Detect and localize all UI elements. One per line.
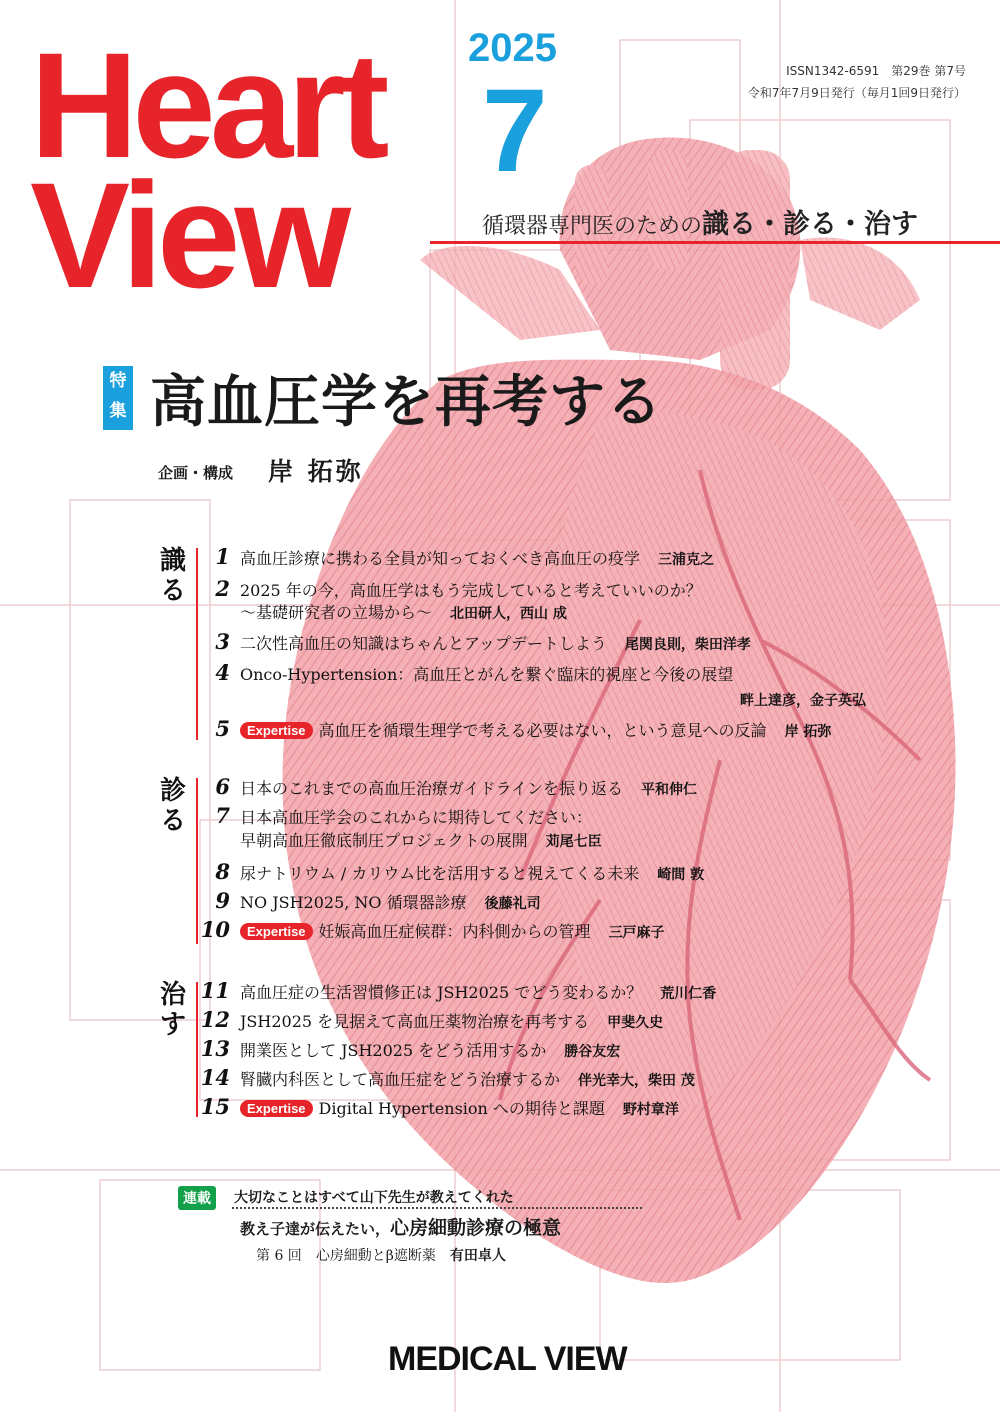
series-episode[interactable] bbox=[256, 1245, 506, 1265]
toc-number: 6 bbox=[215, 774, 230, 799]
toc-title: 開業医として JSH2025 をどう活用するか bbox=[240, 1041, 547, 1060]
section-label-miru: 診る bbox=[159, 776, 186, 836]
toc-author: 北田研人，西山 成 bbox=[450, 606, 567, 622]
toc-item-continued bbox=[740, 690, 866, 711]
tagline bbox=[482, 202, 918, 241]
section-bar-shiru bbox=[196, 548, 198, 740]
section-bar-naosu bbox=[196, 982, 198, 1117]
episode-number: 第 6 回 bbox=[256, 1248, 302, 1264]
toc-number: 11 bbox=[200, 978, 230, 1003]
toc-number: 14 bbox=[200, 1065, 230, 1090]
editor-label: 企画・構成 bbox=[158, 464, 234, 482]
toc-author: 伴光幸大，柴田 茂 bbox=[578, 1073, 695, 1089]
toc-author: 岸 拓弥 bbox=[784, 724, 832, 740]
toc-subtitle: 早朝高血圧徹底制圧プロジェクトの展開 bbox=[240, 831, 528, 850]
section-bar-miru bbox=[196, 778, 198, 944]
feature-badge bbox=[103, 366, 133, 430]
series-subtitle bbox=[240, 1213, 561, 1240]
toc-subtitle: 〜基礎研究者の立場から〜 bbox=[240, 603, 433, 622]
toc-title: 高血圧症の生活習慣修正は JSH2025 でどう変わるか？ bbox=[240, 983, 643, 1002]
toc-title: Digital Hypertension への期待と課題 bbox=[318, 1099, 605, 1118]
toc-title: JSH2025 を見据えて高血圧薬物治療を再考する bbox=[240, 1012, 590, 1031]
series-subtitle-lead: 教え子達が伝えたい， bbox=[240, 1220, 391, 1238]
expertise-badge: Expertise bbox=[240, 722, 313, 739]
toc-author: 勝谷友宏 bbox=[564, 1044, 621, 1060]
toc-number: 12 bbox=[200, 1007, 230, 1032]
toc-author: 平和伸仁 bbox=[641, 782, 698, 798]
toc-title: 腎臓内科医として高血圧症をどう治療するか bbox=[240, 1070, 561, 1089]
issue-month: 7 bbox=[482, 65, 548, 197]
toc-number: 7 bbox=[215, 803, 230, 828]
expertise-badge: Expertise bbox=[240, 923, 313, 940]
toc-title: NO JSH2025, NO 循環器診療 bbox=[240, 893, 467, 912]
expertise-badge: Expertise bbox=[240, 1100, 313, 1117]
toc-author: 三浦克之 bbox=[658, 552, 715, 568]
toc-author: 畔上達彦，金子英弘 bbox=[740, 693, 866, 709]
series-title[interactable]: 大切なことはすべて山下先生が教えてくれた bbox=[234, 1190, 514, 1206]
toc-title: 日本高血圧学会のこれからに期待してください： bbox=[240, 808, 593, 827]
toc-number: 5 bbox=[215, 716, 230, 741]
toc-author: 甲斐久史 bbox=[607, 1015, 664, 1031]
toc-title: 2025 年の今，高血圧学はもう完成していると考えていいのか？ bbox=[240, 581, 702, 600]
series-subtitle-emphasis: 心房細動診療の極意 bbox=[390, 1217, 562, 1239]
toc-number: 1 bbox=[215, 544, 230, 569]
toc-author: 苅尾七臣 bbox=[545, 834, 602, 850]
toc-title: 尿ナトリウム / カリウム比を活用すると視えてくる未来 bbox=[240, 864, 640, 883]
episode-author: 有田卓人 bbox=[449, 1248, 506, 1264]
toc-author: 尾関良則，柴田洋孝 bbox=[624, 637, 751, 653]
series-divider bbox=[232, 1207, 642, 1209]
toc-author: 荒川仁香 bbox=[660, 986, 717, 1002]
toc-author: 崎間 敦 bbox=[657, 867, 705, 883]
toc-number: 15 bbox=[200, 1094, 230, 1119]
publication-date: 令和7年7月9日発行（毎月1回9日発行） bbox=[747, 86, 966, 100]
section-label-shiru: 識る bbox=[159, 546, 186, 606]
logo-view: View bbox=[30, 151, 346, 319]
editor-name: 岸 拓弥 bbox=[268, 457, 364, 486]
toc-number: 3 bbox=[215, 629, 230, 654]
toc-number: 8 bbox=[215, 859, 230, 884]
issn-info: ISSN1342-6591 第29巻 第7号 bbox=[786, 64, 966, 78]
toc-number: 4 bbox=[215, 660, 230, 685]
series-badge: 連載 bbox=[178, 1186, 216, 1210]
toc-title: Onco-Hypertension：高血圧とがんを繋ぐ臨床的視座と今後の展望 bbox=[240, 665, 734, 684]
toc-number: 10 bbox=[200, 917, 230, 942]
toc-title: 高血圧診療に携わる全員が知っておくべき高血圧の疫学 bbox=[240, 549, 641, 568]
toc-number: 13 bbox=[200, 1036, 230, 1061]
toc-author: 三戸麻子 bbox=[608, 925, 665, 941]
publisher-logo: MEDICAL VIEW bbox=[388, 1340, 627, 1378]
feature-badge-text: 特集 bbox=[109, 371, 127, 421]
episode-title: 心房細動とβ遮断薬 bbox=[315, 1248, 436, 1264]
toc-number: 2 bbox=[215, 576, 230, 601]
issue-year: 2025 bbox=[468, 26, 557, 70]
toc-number: 9 bbox=[215, 888, 230, 913]
toc-author: 後藤礼司 bbox=[484, 896, 541, 912]
section-label-naosu: 治す bbox=[159, 980, 186, 1040]
tagline-emphasis: 識る・診る・治す bbox=[702, 209, 919, 240]
tagline-lead: 循環器専門医のための bbox=[482, 214, 703, 239]
toc-title: 妊娠高血圧症候群：内科側からの管理 bbox=[318, 922, 591, 941]
toc-author: 野村章洋 bbox=[622, 1102, 679, 1118]
logo-heart: Heart bbox=[30, 21, 384, 189]
toc-title: 高血圧を循環生理学で考える必要はない，という意見への反論 bbox=[318, 721, 767, 740]
toc-title: 日本のこれまでの高血圧治療ガイドラインを振り返る bbox=[240, 779, 624, 798]
feature-title: 高血圧学を再考する bbox=[150, 370, 663, 435]
tagline-rule bbox=[430, 241, 1000, 244]
toc-title: 二次性高血圧の知識はちゃんとアップデートしよう bbox=[240, 634, 607, 653]
